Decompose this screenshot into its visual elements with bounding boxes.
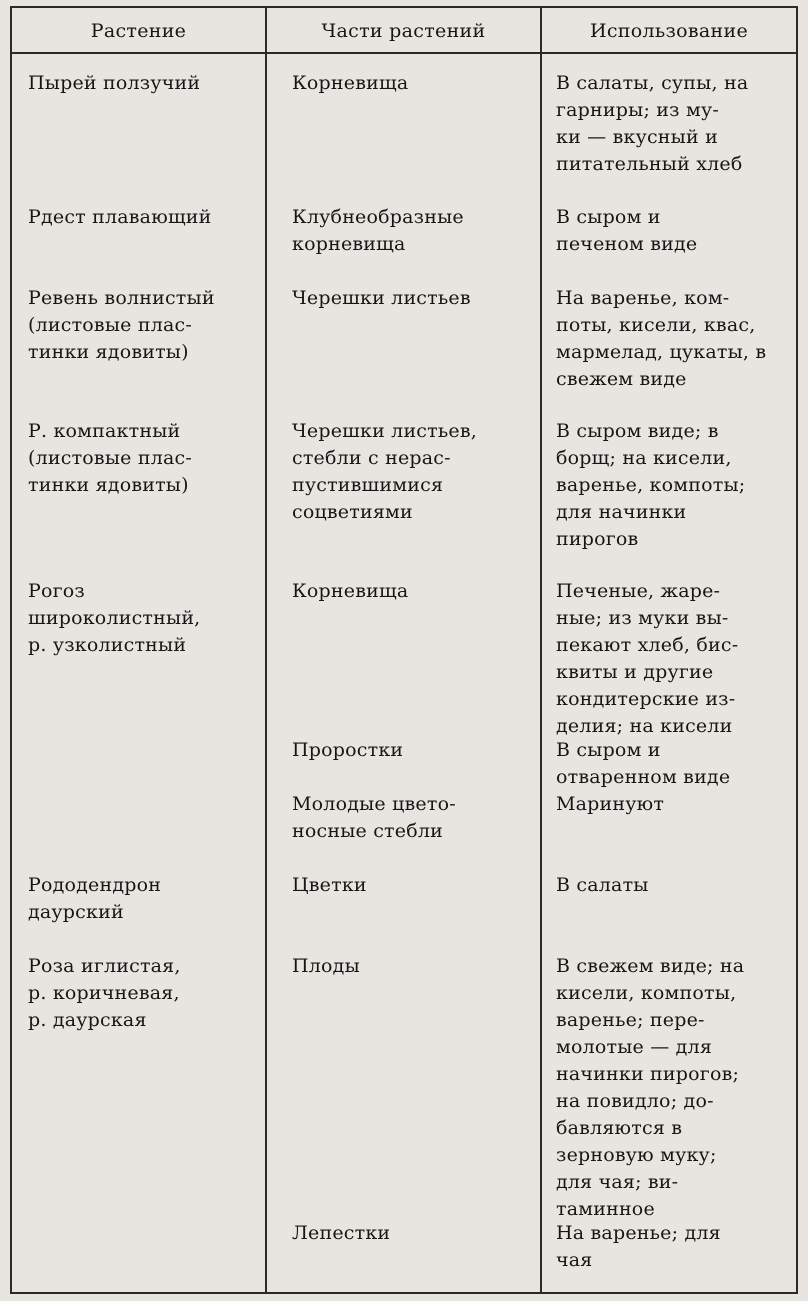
cell-part: Молодые цвето- носные стебли xyxy=(292,793,456,842)
cell-use: В свежем виде; на кисели, компоты, варенье; пере- молотые — для начинки пирогов; на повидло; до- бавляются в зерновую муку; для чая; ви- таминное xyxy=(556,955,745,1220)
header-parts: Части растений xyxy=(321,20,486,42)
cell-plant: Рдест плавающий xyxy=(28,206,212,228)
cell-plant: Рододендрон даурский xyxy=(28,874,162,923)
cell-use: Маринуют xyxy=(556,793,665,815)
cell-use: Печеные, жаре- ные; из муки вы- пекают хлеб, бис- квиты и другие кондитерские из- делия; на кисели xyxy=(556,580,739,737)
header-plant: Растение xyxy=(90,20,187,42)
header-divider xyxy=(10,52,798,54)
cell-part: Черешки листьев xyxy=(292,287,471,309)
header-usage: Использование xyxy=(589,20,749,42)
cell-plant: Пырей ползучий xyxy=(28,72,201,94)
cell-plant: Рогоз широколистный, р. узколистный xyxy=(28,580,201,656)
cell-part: Клубнеобразные корневища xyxy=(292,206,464,255)
cell-part: Корневища xyxy=(292,580,409,602)
cell-plant: Р. компактный (листовые плас- тинки ядовиты) xyxy=(28,420,192,496)
cell-use: В салаты xyxy=(556,874,649,896)
cell-use: На варенье, ком- поты, кисели, квас, мармелад, цукаты, в свежем виде xyxy=(556,287,767,390)
cell-part: Проростки xyxy=(292,739,404,761)
cell-use: В сыром виде; в борщ; на кисели, варенье, компоты; для начинки пирогов xyxy=(556,420,746,550)
cell-part: Плоды xyxy=(292,955,360,977)
cell-part: Черешки листьев, стебли с нерас- пустившимися соцветиями xyxy=(292,420,477,523)
cell-part: Лепестки xyxy=(292,1222,391,1244)
cell-use: В сыром и печеном виде xyxy=(556,206,698,255)
cell-use: В сыром и отваренном виде xyxy=(556,739,731,788)
cell-part: Корневища xyxy=(292,72,409,94)
cell-part: Цветки xyxy=(292,874,367,896)
cell-plant: Роза иглистая, р. коричневая, р. даурская xyxy=(28,955,181,1031)
column-divider xyxy=(265,6,267,1294)
cell-use: В салаты, супы, на гарниры; из му- ки — вкусный и питательный хлеб xyxy=(556,72,749,175)
cell-plant: Ревень волнистый (листовые плас- тинки ядовиты) xyxy=(28,287,215,363)
column-divider xyxy=(540,6,542,1294)
cell-use: На варенье; для чая xyxy=(556,1222,721,1271)
